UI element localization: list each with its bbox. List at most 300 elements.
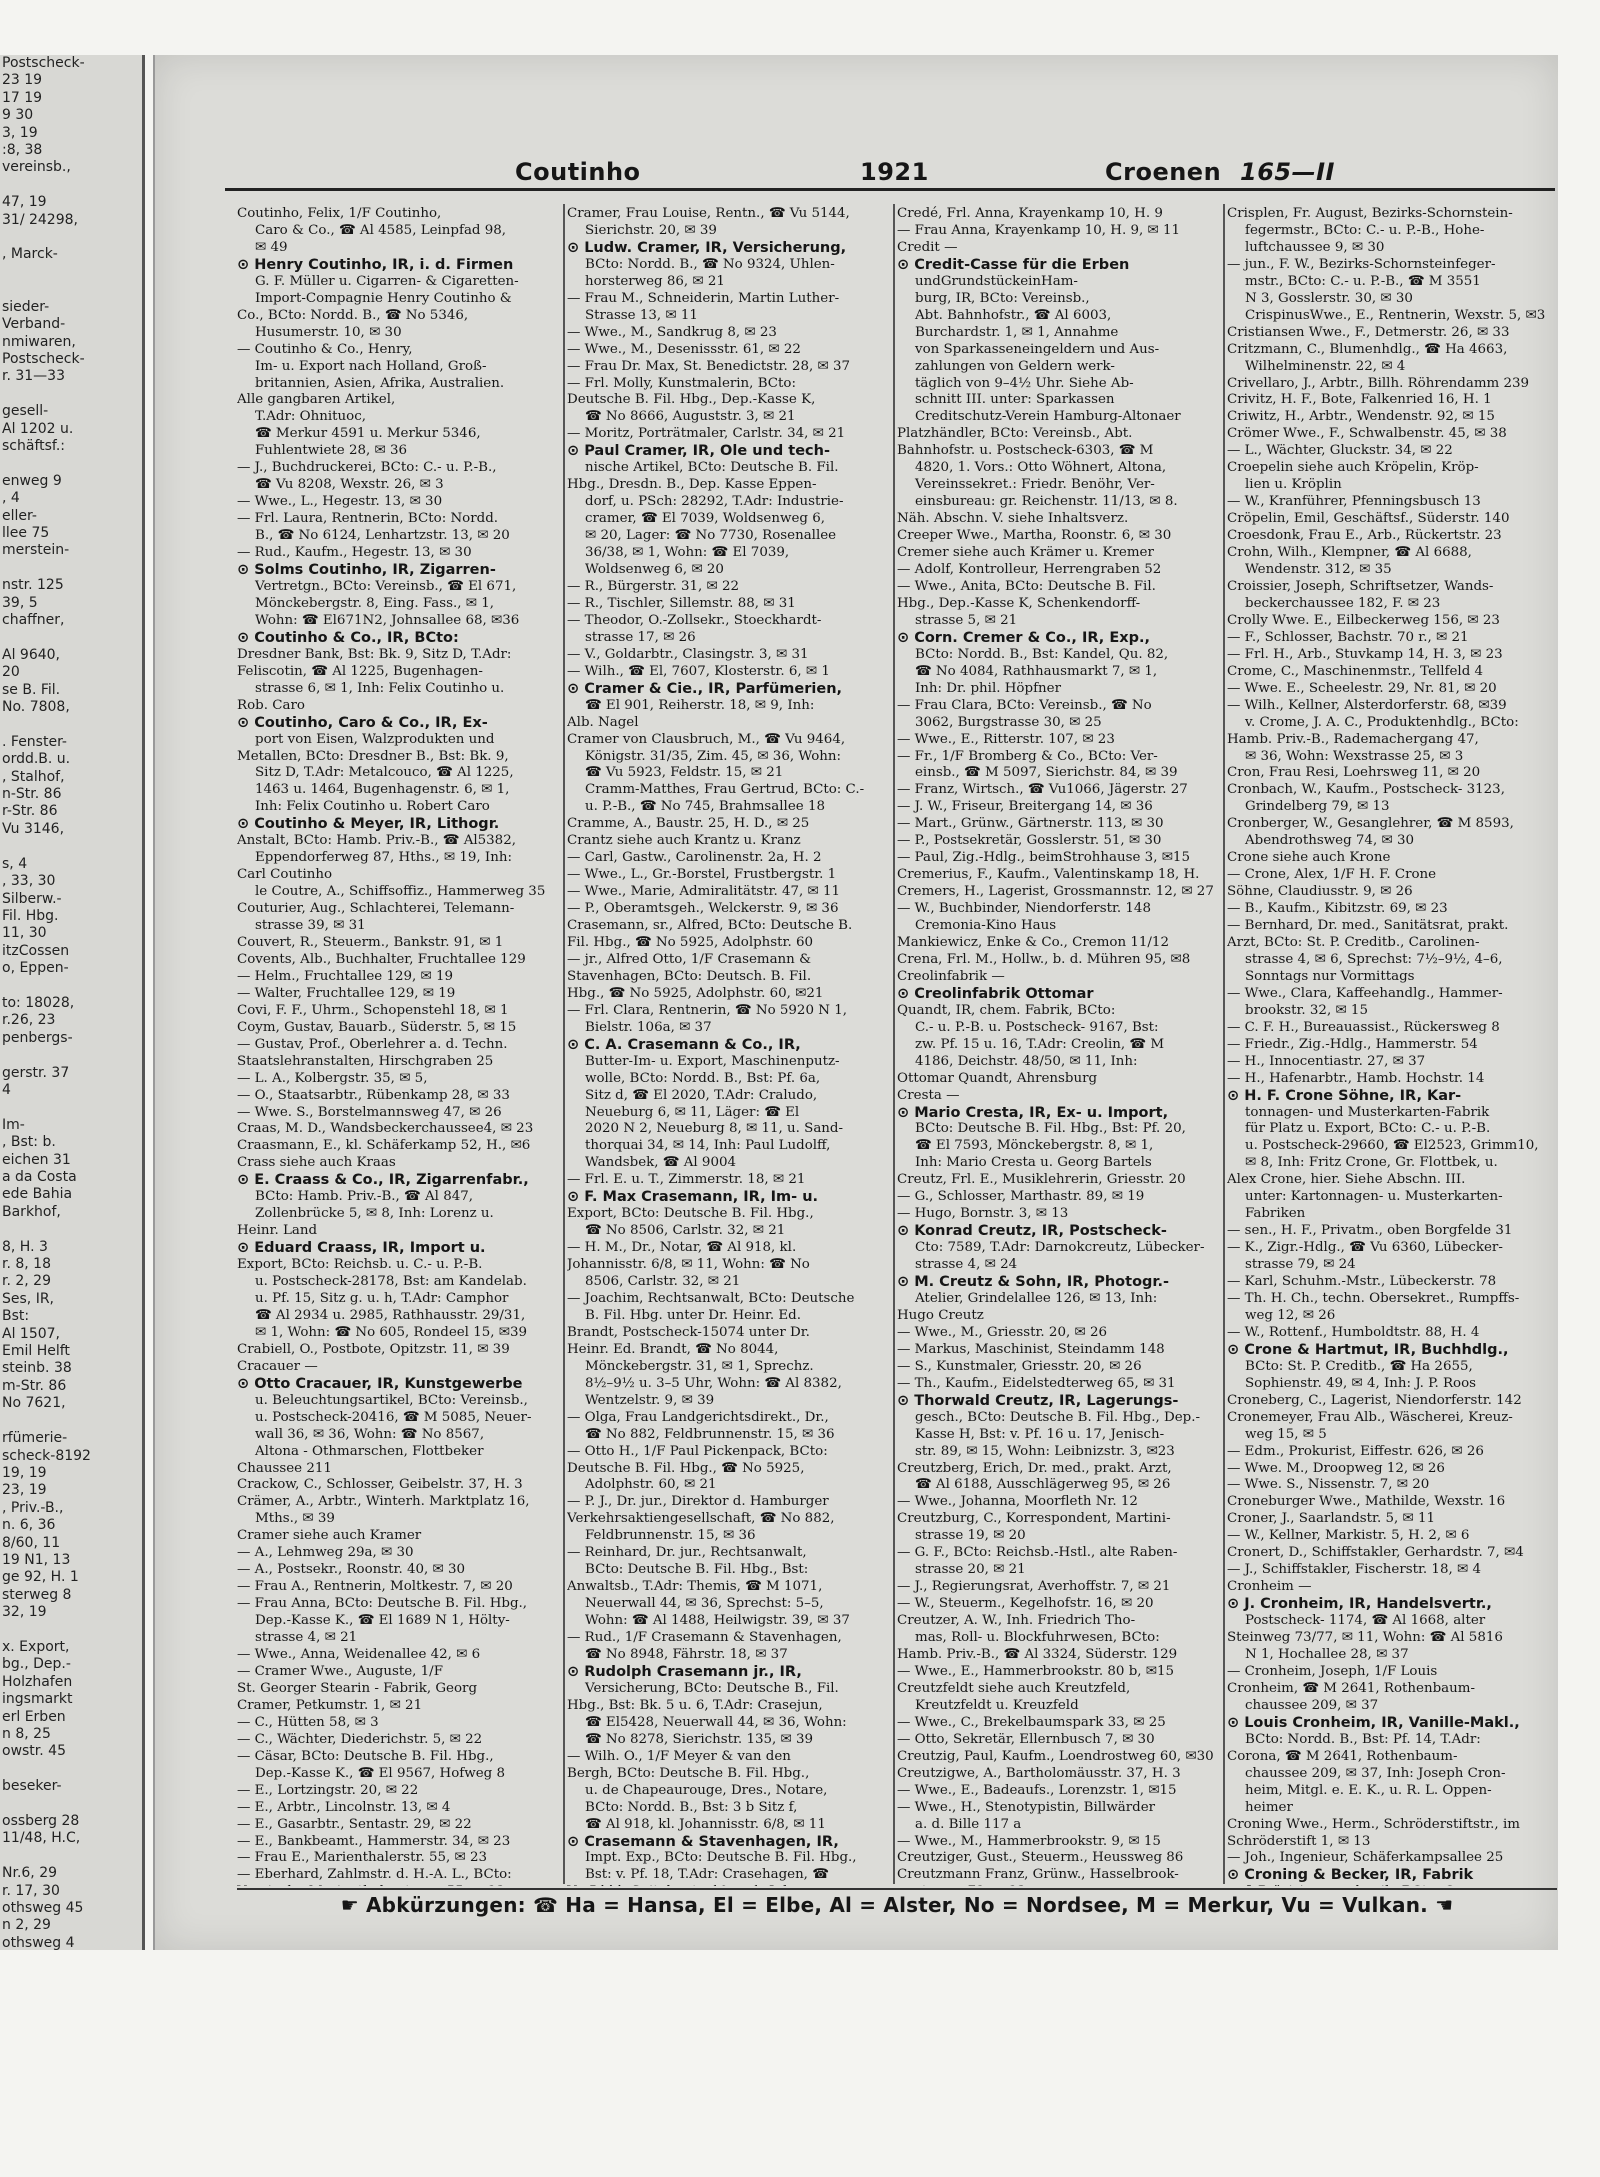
directory-entry-line: Crolly Wwe. E., Eilbeckerweg 156, ✉ 23 <box>1227 612 1500 628</box>
directory-entry-line: strasse 79, ✉ 24 <box>1245 1257 1356 1273</box>
directory-entry-line: Cramer, Petkumstr. 1, ✉ 21 <box>237 1697 423 1713</box>
directory-entry-line: Cremers, H., Lagerist, Grossmannstr. 12, ✉ 27 <box>897 884 1214 900</box>
previous-page-line: r-Str. 86 <box>2 803 58 820</box>
directory-entry-line <box>237 1884 560 1886</box>
directory-entry-line: Cramer, Frau Louise, Rentn., ☎ Vu 5144, <box>567 206 850 221</box>
directory-entry-line: u. Postscheck-20416, ☎ M 5085, Neuer- <box>255 1409 532 1425</box>
directory-entry-line: BCto: Deutsche B. Fil. Hbg., Bst: <box>585 1562 809 1578</box>
directory-entry-line: ⊙ Otto Cracauer, IR, Kunstgewerbe <box>237 1375 523 1392</box>
directory-entry-line: Cresta — <box>897 1087 960 1103</box>
directory-entry-line: — C., Wächter, Diederichstr. 5, ✉ 22 <box>237 1731 483 1747</box>
column-divider <box>563 204 565 1884</box>
directory-entry-line: — Frl. Laura, Rentnerin, BCto: Nordd. <box>237 511 499 527</box>
directory-entry-line: — R., Tischler, Sillemstr. 88, ✉ 31 <box>567 595 796 611</box>
directory-entry-line: — W., Buchbinder, Niendorferstr. 148 <box>897 901 1151 917</box>
directory-entry-line: britannien, Asien, Afrika, Australien. <box>255 375 505 391</box>
directory-entry-line: Bst: v. Pf. 18, T.Adr: Crasehagen, ☎ <box>585 1867 829 1883</box>
directory-entry-line: Import-Compagnie Henry Coutinho & <box>255 290 512 306</box>
directory-entry-line: ⊙ C. A. Crasemann & Co., IR, <box>567 1036 801 1053</box>
previous-page-line: 8/60, 11 <box>2 1534 61 1551</box>
previous-page-line: x. Export, <box>2 1638 70 1655</box>
directory-entry-line: Hamb. Priv.-B., ☎ Al 3324, Süderstr. 129 <box>897 1647 1178 1663</box>
previous-page-line: Im- <box>2 1116 25 1133</box>
directory-entry-line: 8506, Carlstr. 32, ✉ 21 <box>585 1274 741 1290</box>
directory-entry-line: BCto: Nordd. B., Bst: 3 b Sitz f, <box>585 1799 798 1815</box>
directory-entry-line: Sitz d, ☎ El 2020, T.Adr: Craludo, <box>585 1087 818 1103</box>
directory-entry-line: ⊙ Creolinfabrik Ottomar <box>897 985 1094 1002</box>
directory-entry-line: — Wwe., E., Hammerbrookstr. 80 b, ✉15 <box>897 1663 1175 1679</box>
directory-entry-line: Altona - Othmarschen, Flottbeker <box>255 1443 484 1459</box>
directory-entry-line: burg, IR, BCto: Vereinsb., <box>915 290 1090 306</box>
previous-page-line: r. 2, 29 <box>2 1273 51 1290</box>
previous-page-line: n-Str. 86 <box>2 786 62 803</box>
directory-entry-line: ⊙ Coutinho & Meyer, IR, Lithogr. <box>237 816 500 833</box>
previous-page-line: steinb. 38 <box>2 1360 72 1377</box>
directory-entry-line: Creutziger, Gust., Steuerm., Heussweg 86 <box>897 1850 1184 1866</box>
previous-page-line: . Fenster- <box>2 733 67 750</box>
directory-entry-line: Corona, ☎ M 2641, Rothenbaum- <box>1227 1748 1458 1764</box>
directory-entry-line: — Wwe., Johanna, Moorfleth Nr. 12 <box>897 1494 1138 1510</box>
directory-entry-line: — E., Lortzingstr. 20, ✉ 22 <box>237 1782 419 1798</box>
directory-entry-line: — Th., Kaufm., Eidelstedterweg 65, ✉ 31 <box>897 1375 1176 1391</box>
directory-entry-line: — G., Schlosser, Marthastr. 89, ✉ 19 <box>897 1189 1145 1205</box>
previous-page-line: Holzhafen <box>2 1673 73 1690</box>
directory-entry-line: — Crone, Alex, 1/F H. F. Crone <box>1227 867 1437 883</box>
directory-entry-line: wolle, BCto: Nordd. B., Bst: Pf. 6a, <box>585 1070 821 1086</box>
directory-entry-line: Creeper Wwe., Martha, Roonstr. 6, ✉ 30 <box>897 528 1172 544</box>
directory-entry-line: Heinr. Ed. Brandt, ☎ No 8044, <box>567 1341 779 1357</box>
previous-page-line <box>0 629 142 646</box>
directory-entry-line: Atelier, Grindelallee 126, ✉ 13, Inh: <box>915 1291 1158 1306</box>
directory-entry-line: Carl Coutinho <box>237 867 333 883</box>
directory-entry-line: Cracauer — <box>237 1358 318 1374</box>
directory-entry-line: Butter-Im- u. Export, Maschinenputz- <box>585 1053 840 1069</box>
previous-page-line: No 7621, <box>2 1395 66 1412</box>
previous-page-line <box>0 264 142 281</box>
directory-entry-line: Chaussee 211 <box>237 1460 332 1476</box>
directory-entry-line: ⊙ F. Max Crasemann, IR, Im- u. <box>567 1189 819 1206</box>
directory-entry-line: Couturier, Aug., Schlachterei, Telemann- <box>237 901 515 917</box>
directory-entry-line: Anstalt, BCto: Hamb. Priv.-B., ☎ Al5382, <box>237 833 516 849</box>
previous-page-line: 23, 19 <box>2 1482 47 1499</box>
directory-entry-line: BCto: Nordd. B., Bst: Kandel, Qu. 82, <box>915 646 1169 662</box>
pointing-hand-icon: ☛ <box>1435 1893 1454 1917</box>
previous-page-line: nstr. 125 <box>2 577 64 594</box>
directory-entry-line: — Wilh. O., 1/F Meyer & van den <box>567 1748 791 1764</box>
directory-entry-line: — Cramer Wwe., Auguste, 1/F <box>237 1663 443 1679</box>
directory-entry-line: — Wwe., L., Gr.-Borstel, Frustbergstr. 1 <box>567 867 837 883</box>
directory-entry-line: ⊙ M. Creutz & Sohn, IR, Photogr.- <box>897 1274 1170 1291</box>
directory-entry-line: Ottomar Quandt, Ahrensburg <box>897 1070 1098 1086</box>
directory-entry-line: Hbg., ☎ No 5925, Adolphstr. 60, ✉21 <box>567 985 824 1001</box>
directory-entry-line: Sitz D, T.Adr: Metalcouco, ☎ Al 1225, <box>255 765 514 781</box>
directory-entry-line: 3062, Burgstrasse 30, ✉ 25 <box>915 714 1102 730</box>
directory-entry-line: heim, Mitgl. e. E. K., u. R. L. Oppen- <box>1245 1782 1492 1798</box>
directory-entry-line: mas, Roll- u. Blockfuhrwesen, BCto: <box>915 1630 1160 1646</box>
directory-entry-line: Craas, M. D., Wandsbeckerchaussee4, ✉ 23 <box>237 1121 534 1137</box>
directory-entry-line: — Wwe., M., Sandkrug 8, ✉ 23 <box>567 324 777 340</box>
directory-entry-line: — G. F., BCto: Reichsb.-Hstl., alte Raben- <box>897 1545 1178 1561</box>
directory-entry-line: Coutinho, Felix, 1/F Coutinho, <box>237 206 442 221</box>
previous-page-line: 11/48, H.C, <box>2 1830 81 1847</box>
directory-entry-line: Sophienstr. 49, ✉ 4, Inh: J. P. Roos <box>1245 1375 1477 1391</box>
previous-page-line: 20 <box>2 664 20 681</box>
directory-entry-line: — Eberhard, Zahlmstr. d. H.-A. L., BCto: <box>237 1867 512 1883</box>
directory-entry-line: Johannisstr. 6/8, ✉ 11, Wohn: ☎ No <box>567 1257 810 1273</box>
directory-entry-line: Cronheim — <box>1227 1579 1312 1595</box>
directory-entry-line: — V., Goldarbtr., Clasingstr. 3, ✉ 31 <box>567 646 809 662</box>
directory-entry-line: Critzmann, C., Blumenhdlg., ☎ Ha 4663, <box>1227 341 1508 357</box>
directory-entry-line: Crämer, A., Arbtr., Winterh. Marktplatz 16, <box>237 1494 530 1510</box>
directory-entry-line: chaussee 209, ✉ 37, Inh: Joseph Cron- <box>1245 1765 1506 1781</box>
directory-entry-line: ⊙ Solms Coutinho, IR, Zigarren- <box>237 562 496 579</box>
directory-entry-line: — Wwe. E., Scheelestr. 29, Nr. 81, ✉ 20 <box>1227 680 1497 696</box>
previous-page-line: gesell- <box>2 403 49 420</box>
directory-entry-line: Cröpelin, Emil, Geschäftsf., Süderstr. 140 <box>1227 511 1510 527</box>
directory-entry-line: Export, BCto: Reichsb. u. C.- u. P.-B. <box>237 1257 483 1273</box>
directory-entry-line: — Wwe., L., Hegestr. 13, ✉ 30 <box>237 494 443 510</box>
directory-entry-line: Wendenstr. 312, ✉ 35 <box>1245 562 1392 578</box>
directory-entry-line: Cronberger, W., Gesanglehrer, ☎ M 8593, <box>1227 816 1514 832</box>
directory-entry-line: Stavenhagen, BCto: Deutsch. B. Fil. <box>567 968 812 984</box>
directory-entry-line: chaussee 209, ✉ 37 <box>1245 1697 1379 1713</box>
directory-entry-line: Cristiansen Wwe., F., Detmerstr. 26, ✉ 33 <box>1227 324 1510 340</box>
directory-entry-line: Cramm-Matthes, Frau Gertrud, BCto: C.- <box>585 782 865 798</box>
previous-page-line: , 33, 30 <box>2 873 56 890</box>
previous-page-line: , 4 <box>2 490 20 507</box>
previous-page-line: Al 9640, <box>2 646 60 663</box>
abbreviations-legend: Abkürzungen: ☎ Ha = Hansa, El = Elbe, Al = Alster, No = Nordsee, M = Merkur, Vu = Vulkan. <box>366 1893 1428 1917</box>
directory-entry-line: einsb., ☎ M 5097, Sierichstr. 84, ✉ 39 <box>915 765 1178 781</box>
directory-entry-line: Fil. Hbg., ☎ No 5925, Adolphstr. 60 <box>567 934 814 950</box>
directory-entry-line: — Wwe., C., Brekelbaumspark 33, ✉ 25 <box>897 1714 1166 1730</box>
previous-page-line: r. 17, 30 <box>2 1882 60 1899</box>
previous-page-line <box>0 716 142 733</box>
directory-entry-line: — P., Postsekretär, Gosslerstr. 51, ✉ 30 <box>897 833 1162 849</box>
directory-entry-line: Croepelin siehe auch Kröpelin, Kröp- <box>1227 460 1479 476</box>
directory-entry-line: Coym, Gustav, Bauarb., Süderstr. 5, ✉ 15 <box>237 1019 517 1035</box>
directory-entry-line: Wohn: ☎ El671N2, Johnsallee 68, ✉36 <box>255 612 520 628</box>
directory-entry-line: ☎ El 7593, Mönckebergstr. 8, ✉ 1, <box>915 1138 1154 1154</box>
directory-entry-line: ⊙ Mario Cresta, IR, Ex- u. Import, <box>897 1104 1169 1121</box>
directory-entry-line: Sierichstr. 20, ✉ 39 <box>585 222 717 238</box>
directory-entry-line: Verkehrsaktiengesellschaft, ☎ No 882, <box>567 1511 835 1527</box>
directory-entry-line: — H., Innocentiastr. 27, ✉ 37 <box>1227 1053 1426 1069</box>
directory-entry-line: ⊙ Coutinho, Caro & Co., IR, Ex- <box>237 714 488 731</box>
directory-entry-line: u. Postscheck-28178, Bst: am Kandelab. <box>255 1274 527 1290</box>
directory-entry-line: ⊙ Coutinho & Co., IR, BCto: <box>237 629 459 646</box>
directory-entry-line: weg 15, ✉ 5 <box>1245 1426 1327 1442</box>
directory-entry-line: Creutzigwe, A., Bartholomäusstr. 37, H. 3 <box>897 1765 1181 1781</box>
directory-entry-line: Hamb. Priv.-B., Rademachergang 47, <box>1227 731 1479 747</box>
directory-entry-line: ⊙ J. Cronheim, IR, Handelsvertr., <box>1227 1596 1492 1613</box>
directory-entry-line: ☎ No 8506, Carlstr. 32, ✉ 21 <box>585 1223 786 1239</box>
directory-entry-line: — Wwe., H., Stenotypistin, Billwärder <box>897 1799 1156 1815</box>
previous-page-line <box>0 1761 142 1778</box>
directory-entry-line: Grindelberg 79, ✉ 13 <box>1245 799 1390 815</box>
directory-entry-line: — K., Zigr.-Hdlg., ☎ Vu 6360, Lübecker- <box>1227 1240 1503 1256</box>
directory-entry-line: — C., Hütten 58, ✉ 3 <box>237 1714 379 1730</box>
previous-page-line: Al 1507, <box>2 1325 60 1342</box>
directory-entry-line: — Gustav, Prof., Oberlehrer a. d. Techn. <box>237 1036 508 1052</box>
directory-entry-line: u. Beleuchtungsartikel, BCto: Vereinsb., <box>255 1392 528 1408</box>
directory-entry-line: — Edm., Prokurist, Eiffestr. 626, ✉ 26 <box>1227 1443 1484 1459</box>
directory-entry-line: Alb. Nagel <box>567 714 639 730</box>
directory-entry-line: — Adolf, Kontrolleur, Herrengraben 52 <box>897 562 1162 578</box>
directory-entry-line: horsterweg 86, ✉ 21 <box>585 273 725 289</box>
column-divider <box>893 204 895 1884</box>
directory-entry-line: — Walter, Fruchtallee 129, ✉ 19 <box>237 985 456 1001</box>
directory-entry-line: Hbg., Bst: Bk. 5 u. 6, T.Adr: Crasejun, <box>567 1697 823 1713</box>
directory-entry-line: Couvert, R., Steuerm., Bankstr. 91, ✉ 1 <box>237 934 504 950</box>
directory-entry-line: — Frau Anna, Krayenkamp 10, H. 9, ✉ 11 <box>897 222 1181 238</box>
directory-entry-line: Dep.-Kasse K., ☎ El 1689 N 1, Hölty- <box>255 1613 510 1629</box>
previous-page-line: 47, 19 <box>2 194 47 211</box>
directory-column-2 <box>567 206 890 1886</box>
directory-entry-line: Neuerwall 44, ✉ 36, Sprechst: 5–5, <box>585 1596 824 1612</box>
directory-entry-line: strasse 4, ✉ 21 <box>255 1630 358 1646</box>
directory-entry-line: — Wwe. S., Nissenstr. 7, ✉ 20 <box>1227 1477 1430 1493</box>
directory-entry-line: — J. W., Friseur, Breitergang 14, ✉ 36 <box>897 799 1153 815</box>
directory-entry-line: Fabriken <box>1245 1206 1306 1222</box>
directory-entry-line: ⊙ H. F. Crone Söhne, IR, Kar- <box>1227 1087 1462 1104</box>
directory-entry-line: ⊙ Thorwald Creutz, IR, Lagerungs- <box>897 1392 1179 1409</box>
directory-entry-line: strasse 4, ✉ 24 <box>915 1257 1018 1273</box>
directory-entry-line: ⊙ E. Craass & Co., IR, Zigarrenfabr., <box>237 1172 529 1189</box>
previous-page-line: ossberg 28 <box>2 1813 80 1830</box>
previous-page-line: , Bst: b. <box>2 1134 56 1151</box>
directory-entry-line: ✉ 1, Wohn: ☎ No 605, Rondeel 15, ✉39 <box>255 1324 528 1340</box>
directory-entry-line: Crasemann, sr., Alfred, BCto: Deutsche B. <box>567 918 853 934</box>
directory-entry-line: ✉ 8, Inh: Fritz Crone, Gr. Flottbek, u. <box>1245 1155 1498 1171</box>
directory-entry-line: — Markus, Maschinist, Steindamm 148 <box>897 1341 1165 1357</box>
previous-page-line: ordd.B. u. <box>2 751 71 768</box>
directory-entry-line: Creolinfabrik — <box>897 968 1005 984</box>
previous-page-line: 9 30 <box>2 107 34 124</box>
directory-entry-line: strasse 19, ✉ 20 <box>915 1528 1026 1544</box>
directory-entry-line: Creutzig, Paul, Kaufm., Loendrostweg 60, ✉30 <box>897 1748 1214 1764</box>
previous-page-line: o, Eppen- <box>2 960 69 977</box>
previous-page-line: Nr.6, 29 <box>2 1865 58 1882</box>
directory-entry-line: — Wwe., E., Badeaufs., Lorenzstr. 1, ✉15 <box>897 1782 1177 1798</box>
previous-page-line: s, 4 <box>2 855 28 872</box>
directory-entry-line: — Frl. Clara, Rentnerin, ☎ No 5920 N 1, <box>567 1002 847 1018</box>
directory-entry-line: Cramer von Clausbruch, M., ☎ Vu 9464, <box>567 731 846 747</box>
directory-entry-line: Croner, J., Saarlandstr. 5, ✉ 11 <box>1227 1511 1436 1527</box>
previous-page-line: No. 7808, <box>2 699 70 716</box>
directory-entry-line: Eppendorferweg 87, Hths., ✉ 19, Inh: <box>255 850 512 866</box>
previous-page-line <box>0 1221 142 1238</box>
directory-entry-line: Wohn: ☎ Al 1488, Heilwigstr. 39, ✉ 37 <box>585 1613 850 1629</box>
directory-entry-line: Cronbach, W., Kaufm., Postscheck- 3123, <box>1227 782 1505 798</box>
directory-entry-line: fegermstr., BCto: C.- u. P.-B., Hohe- <box>1245 222 1485 238</box>
directory-entry-line: cramer, ☎ El 7039, Woldsenweg 6, <box>585 511 825 527</box>
directory-entry-line: wall 36, ✉ 36, Wohn: ☎ No 8567, <box>255 1426 485 1442</box>
directory-entry-line: — P. J., Dr. jur., Direktor d. Hamburger <box>567 1494 829 1510</box>
previous-page-line <box>0 386 142 403</box>
directory-entry-line: T.Adr: Ohnituoc, <box>255 409 366 425</box>
previous-page-line <box>0 1413 142 1430</box>
directory-entry-line: 4820, 1. Vors.: Otto Wöhnert, Altona, <box>915 460 1167 476</box>
directory-entry-line: Creutzberg, Erich, Dr. med., prakt. Arzt, <box>897 1460 1172 1476</box>
directory-entry-line: — A., Postsekr., Roonstr. 40, ✉ 30 <box>237 1562 466 1578</box>
directory-entry-line: — Wilh., Kellner, Alsterdorferstr. 68, ✉39 <box>1227 697 1507 713</box>
directory-entry-line: Inh: Felix Coutinho u. Robert Caro <box>255 799 490 815</box>
directory-entry-line: Covi, F. F., Uhrm., Schopenstehl 18, ✉ 1 <box>237 1002 509 1018</box>
directory-entry-line: — Wilh., ☎ El, 7607, Klosterstr. 6, ✉ 1 <box>567 663 830 679</box>
directory-entry-line: Mönckebergstr. 8, Eing. Fass., ✉ 1, <box>255 595 495 611</box>
directory-entry-line: ⊙ Rudolph Crasemann jr., IR, <box>567 1663 802 1680</box>
page-header <box>225 158 1555 191</box>
previous-page-line: Bst: <box>2 1308 30 1325</box>
previous-page-line: bg., Dep.- <box>2 1656 71 1673</box>
directory-entry-line: Covents, Alb., Buchhalter, Fruchtallee 129 <box>237 951 526 967</box>
previous-page-line: 4 <box>2 1081 11 1098</box>
directory-entry-line: ⊙ Corn. Cremer & Co., IR, Exp., <box>897 629 1150 646</box>
directory-entry-line: Credit — <box>897 239 958 255</box>
directory-entry-line: — Carl, Gastw., Carolinenstr. 2a, H. 2 <box>567 850 822 866</box>
directory-entry-line: beckerchaussee 182, F. ✉ 23 <box>1245 595 1441 611</box>
bottom-margin <box>0 1950 1600 2177</box>
directory-entry-line: Impt. Exp., BCto: Deutsche B. Fil. Hbg., <box>585 1850 857 1866</box>
directory-entry-line: BCto: St. P. Creditb., ☎ Ha 2655, <box>1245 1358 1473 1374</box>
directory-entry-line: — Hugo, Bornstr. 3, ✉ 13 <box>897 1206 1069 1222</box>
directory-entry-line <box>1227 1884 1550 1886</box>
directory-entry-line: Brandt, Postscheck-15074 unter Dr. <box>567 1324 810 1340</box>
directory-entry-line: ☎ No 8278, Sierichstr. 135, ✉ 39 <box>585 1731 814 1747</box>
previous-page-line: chaffner, <box>2 612 65 628</box>
header-last-name: Croenen <box>1105 158 1222 186</box>
previous-page-line: penbergs- <box>2 1029 73 1046</box>
previous-page-line: r. 31—33 <box>2 368 65 385</box>
directory-entry-line: ☎ Vu 8208, Wexstr. 26, ✉ 3 <box>255 477 444 493</box>
directory-entry-line: — Karl, Schuhm.-Mstr., Lübeckerstr. 78 <box>1227 1274 1497 1290</box>
directory-entry-line: ⊙ Paul Cramer, IR, Ole und tech- <box>567 443 830 460</box>
directory-entry-line: Heinr. Land <box>237 1223 318 1239</box>
directory-entry-line: — C. F. H., Bureauassist., Rückersweg 8 <box>1227 1019 1500 1035</box>
directory-entry-line: B. Fil. Hbg. unter Dr. Heinr. Ed. <box>585 1307 802 1323</box>
directory-entry-line: Crömer Wwe., F., Schwalbenstr. 45, ✉ 38 <box>1227 426 1507 442</box>
directory-entry-line: strasse 39, ✉ 31 <box>255 918 366 934</box>
directory-entry-line: Bielstr. 106a, ✉ 37 <box>585 1019 712 1035</box>
directory-entry-line: Croissier, Joseph, Schriftsetzer, Wands- <box>1227 578 1494 594</box>
directory-entry-line: Feliscotin, ☎ Al 1225, Bugenhagen- <box>237 663 483 679</box>
previous-page-line: 31/ 24298, <box>2 211 78 228</box>
previous-page-line <box>0 455 142 472</box>
directory-entry-line: Crena, Frl. M., Hollw., b. d. Mühren 95, ✉8 <box>897 951 1191 967</box>
directory-entry-line: luftchaussee 9, ✉ 30 <box>1245 239 1385 255</box>
directory-entry-line: ✉ 20, Lager: ☎ No 7730, Rosenallee <box>585 528 837 544</box>
previous-page-line: erl Erben <box>2 1708 66 1725</box>
directory-entry-line: ⊙ Henry Coutinho, IR, i. d. Firmen <box>237 256 514 273</box>
directory-entry-line: ✉ 36, Wohn: Wexstrasse 25, ✉ 3 <box>1245 748 1464 764</box>
directory-entry-line: Anwaltsb., T.Adr: Themis, ☎ M 1071, <box>567 1579 823 1595</box>
directory-entry-line: Inh: Mario Cresta u. Georg Bartels <box>915 1155 1152 1171</box>
directory-entry-line: mstr., BCto: C.- u. P.-B., ☎ M 3551 <box>1245 273 1481 289</box>
directory-entry-line: Alex Crone, hier. Siehe Abschn. III. <box>1227 1172 1466 1188</box>
directory-entry-line: Alle gangbaren Artikel, <box>237 392 396 408</box>
directory-entry-line: ☎ Merkur 4591 u. Merkur 5346, <box>255 426 481 442</box>
directory-entry-line: — Wwe., E., Ritterstr. 107, ✉ 23 <box>897 731 1115 747</box>
directory-entry-line: Staatslehranstalten, Hirschgraben 25 <box>237 1053 494 1069</box>
directory-entry-line: G. F. Müller u. Cigarren- & Cigaretten- <box>255 273 519 289</box>
directory-entry-line: ☎ No 882, Feldbrunnenstr. 15, ✉ 36 <box>585 1426 835 1442</box>
directory-entry-line: ⊙ Crasemann & Stavenhagen, IR, <box>567 1833 839 1850</box>
directory-entry-line: — Joh., Ingenieur, Schäferkampsallee 25 <box>1227 1850 1504 1866</box>
directory-entry-line: — W., Kellner, Markistr. 5, H. 2, ✉ 6 <box>1227 1528 1470 1544</box>
directory-entry-line: dorf, u. PSch: 28292, T.Adr: Industrie- <box>585 494 844 510</box>
directory-entry-line: ☎ No 8948, Fährstr. 18, ✉ 37 <box>585 1647 788 1663</box>
directory-entry-line: Credé, Frl. Anna, Krayenkamp 10, H. 9 <box>897 206 1163 221</box>
previous-page-line: , Priv.-B., <box>2 1499 64 1516</box>
previous-page-line <box>0 560 142 577</box>
previous-page-line: schäftsf.: <box>2 437 65 454</box>
previous-page-line: 3, 19 <box>2 124 38 141</box>
directory-entry-line: Kasse H, Bst: v. Pf. 16 u. 17, Jenisch- <box>915 1426 1165 1442</box>
directory-entry-line: Mankiewicz, Enke & Co., Cremon 11/12 <box>897 934 1169 950</box>
directory-entry-line: Bahnhofstr. u. Postscheck-6303, ☎ M <box>897 443 1154 459</box>
directory-entry-line: Cremerius, F., Kaufm., Valentinskamp 18, H. <box>897 867 1200 883</box>
directory-entry-line: Creditschutz-Verein Hamburg-Altonaer <box>915 409 1181 425</box>
previous-page-line: merstein- <box>2 542 70 559</box>
directory-entry-line: 36/38, ✉ 1, Wohn: ☎ El 7039, <box>585 545 790 561</box>
directory-entry-line: Im- u. Export nach Holland, Groß- <box>255 358 487 374</box>
previous-page-line: nmiwaren, <box>2 333 76 350</box>
previous-page-line: rfümerie- <box>2 1430 68 1447</box>
directory-entry-line: Caro & Co., ☎ Al 4585, Leinpfad 98, <box>255 222 507 238</box>
directory-entry-line: zw. Pf. 15 u. 16, T.Adr: Creolin, ☎ M <box>915 1036 1165 1052</box>
directory-entry-line: Cronheim, ☎ M 2641, Rothenbaum- <box>1227 1680 1475 1696</box>
directory-entry-line: ✉ 49 <box>255 239 288 255</box>
previous-page-line: r.26, 23 <box>2 1012 56 1029</box>
directory-entry-line: von Sparkasseneingeldern und Aus- <box>915 341 1160 357</box>
directory-entry-line: — Frau Anna, BCto: Deutsche B. Fil. Hbg., <box>237 1596 528 1612</box>
directory-entry-line: Croneburger Wwe., Mathilde, Wexstr. 16 <box>1227 1494 1506 1510</box>
directory-entry-line: Creutzer, A. W., Inh. Friedrich Tho- <box>897 1613 1136 1629</box>
previous-page-line <box>0 177 142 194</box>
directory-entry-line: ☎ No 4084, Rathhausmarkt 7, ✉ 1, <box>915 663 1158 679</box>
directory-entry-line: Mönckebergstr. 31, ✉ 1, Sprechz. <box>585 1358 814 1374</box>
previous-page-line <box>0 1796 142 1813</box>
previous-page-line: gerstr. 37 <box>2 1064 70 1081</box>
directory-entry-line: Cto: 7589, T.Adr: Darnokcreutz, Lübecker- <box>915 1240 1205 1256</box>
directory-entry-line: — Franz, Wirtsch., ☎ Vu1066, Jägerstr. 27 <box>897 782 1188 798</box>
directory-entry-line: Postscheck- 1174, ☎ Al 1668, alter <box>1245 1613 1486 1629</box>
directory-entry-line: BCto: Hamb. Priv.-B., ☎ Al 847, <box>255 1189 474 1205</box>
previous-page-line: 17 19 <box>2 89 43 106</box>
previous-page-line: llee 75 <box>2 524 50 541</box>
directory-entry-line: — Otto H., 1/F Paul Pickenpack, BCto: <box>567 1443 828 1459</box>
directory-entry-line: Schröderstift 1, ✉ 13 <box>1227 1833 1371 1849</box>
directory-entry-line: Crabiell, O., Postbote, Opitzstr. 11, ✉ 39 <box>237 1341 510 1357</box>
directory-column-4 <box>1227 206 1550 1886</box>
previous-page-line: se B. Fil. <box>2 681 61 698</box>
directory-entry-line: — Helm., Fruchtallee 129, ✉ 19 <box>237 968 454 984</box>
previous-page-line: itzCossen <box>2 942 70 959</box>
directory-entry-line: — H., Hafenarbtr., Hamb. Hochstr. 14 <box>1227 1070 1485 1086</box>
previous-page-line <box>0 1848 142 1865</box>
directory-entry-line: undGrundstückeinHam- <box>915 273 1078 289</box>
previous-page-line: eller- <box>2 507 37 524</box>
directory-entry-line: St. Georger Stearin - Fabrik, Georg <box>237 1680 478 1696</box>
directory-entry-line: Dresdner Bank, Bst: Bk. 9, Sitz D, T.Adr: <box>237 646 512 662</box>
directory-entry-line: — S., Kunstmaler, Griesstr. 20, ✉ 26 <box>897 1358 1142 1374</box>
directory-entry-line: — Reinhard, Dr. jur., Rechtsanwalt, <box>567 1545 807 1561</box>
directory-entry-line: CrispinusWwe., E., Rentnerin, Wexstr. 5, ✉3 <box>1245 307 1546 323</box>
directory-entry-line: ⊙ Eduard Craass, IR, Import u. <box>237 1240 486 1257</box>
previous-page-line: othsweg 4 <box>2 1934 75 1950</box>
directory-entry-line: — Mart., Grünw., Gärtnerstr. 113, ✉ 30 <box>897 816 1164 832</box>
